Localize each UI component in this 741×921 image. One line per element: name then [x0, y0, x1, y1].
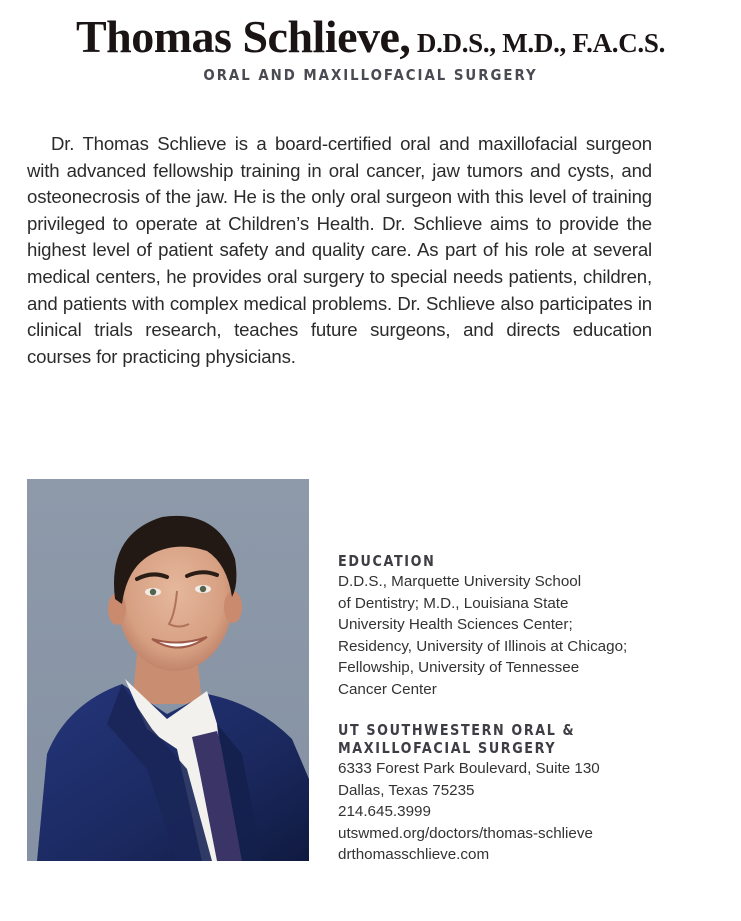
practice-heading-line1: UT SOUTHWESTERN ORAL &: [338, 721, 576, 739]
info-panel: [338, 552, 668, 866]
phone-number[interactable]: 214.645.3999: [338, 803, 431, 820]
utsw-profile-link[interactable]: utswmed.org/doctors/thomas-schlieve: [338, 824, 593, 842]
education-heading: EDUCATION: [338, 552, 436, 570]
portrait-illustration: [27, 479, 309, 861]
bio-paragraph: Dr. Thomas Schlieve is a board-certified oral and maxillofacial surgeon with advanced fellowship training in oral cancer, jaw tumors and cysts, and osteonecrosis of the jaw. He is the only oral surgeon with this level of training privileged to operate at Children’s Health. Dr. Schlieve aims to provide the highest level of patient safety and quality care. As part of his role at several medical centers, he provides oral surgery to special needs patients, children, and patients with complex medical problems. Dr. Schlieve also participates in clinical trials research, teaches future surgeons, and directs education courses for practicing physicians.: [27, 133, 652, 367]
education-section: [338, 552, 668, 700]
specialty-subtitle: ORAL AND MAXILLOFACIAL SURGERY: [203, 66, 538, 84]
education-line: Fellowship, University of Tennessee: [338, 659, 580, 676]
address-line2: Dallas, Texas 75235: [338, 781, 475, 799]
education-list: [338, 571, 668, 700]
education-line: D.D.S., Marquette University School: [338, 573, 582, 590]
education-line: Residency, University of Illinois at Chicago;: [338, 637, 628, 655]
profile-header: [0, 11, 741, 84]
education-line: University Health Sciences Center;: [338, 616, 573, 633]
doctor-name: Thomas Schlieve,: [75, 11, 411, 62]
education-line: of Dentistry; M.D., Louisiana State: [338, 594, 569, 612]
personal-website-link[interactable]: drthomasschlieve.com: [338, 846, 490, 863]
practice-heading-line2: MAXILLOFACIAL SURGERY: [338, 739, 557, 757]
doctor-portrait-photo: [27, 479, 309, 861]
doctor-credentials: D.D.S., M.D., F.A.C.S.: [410, 28, 666, 58]
practice-section: [338, 721, 668, 866]
education-line: Cancer Center: [338, 680, 437, 698]
doctor-name-title: [0, 11, 741, 62]
practice-contact: [338, 758, 668, 866]
address-line1: 6333 Forest Park Boulevard, Suite 130: [338, 760, 600, 777]
